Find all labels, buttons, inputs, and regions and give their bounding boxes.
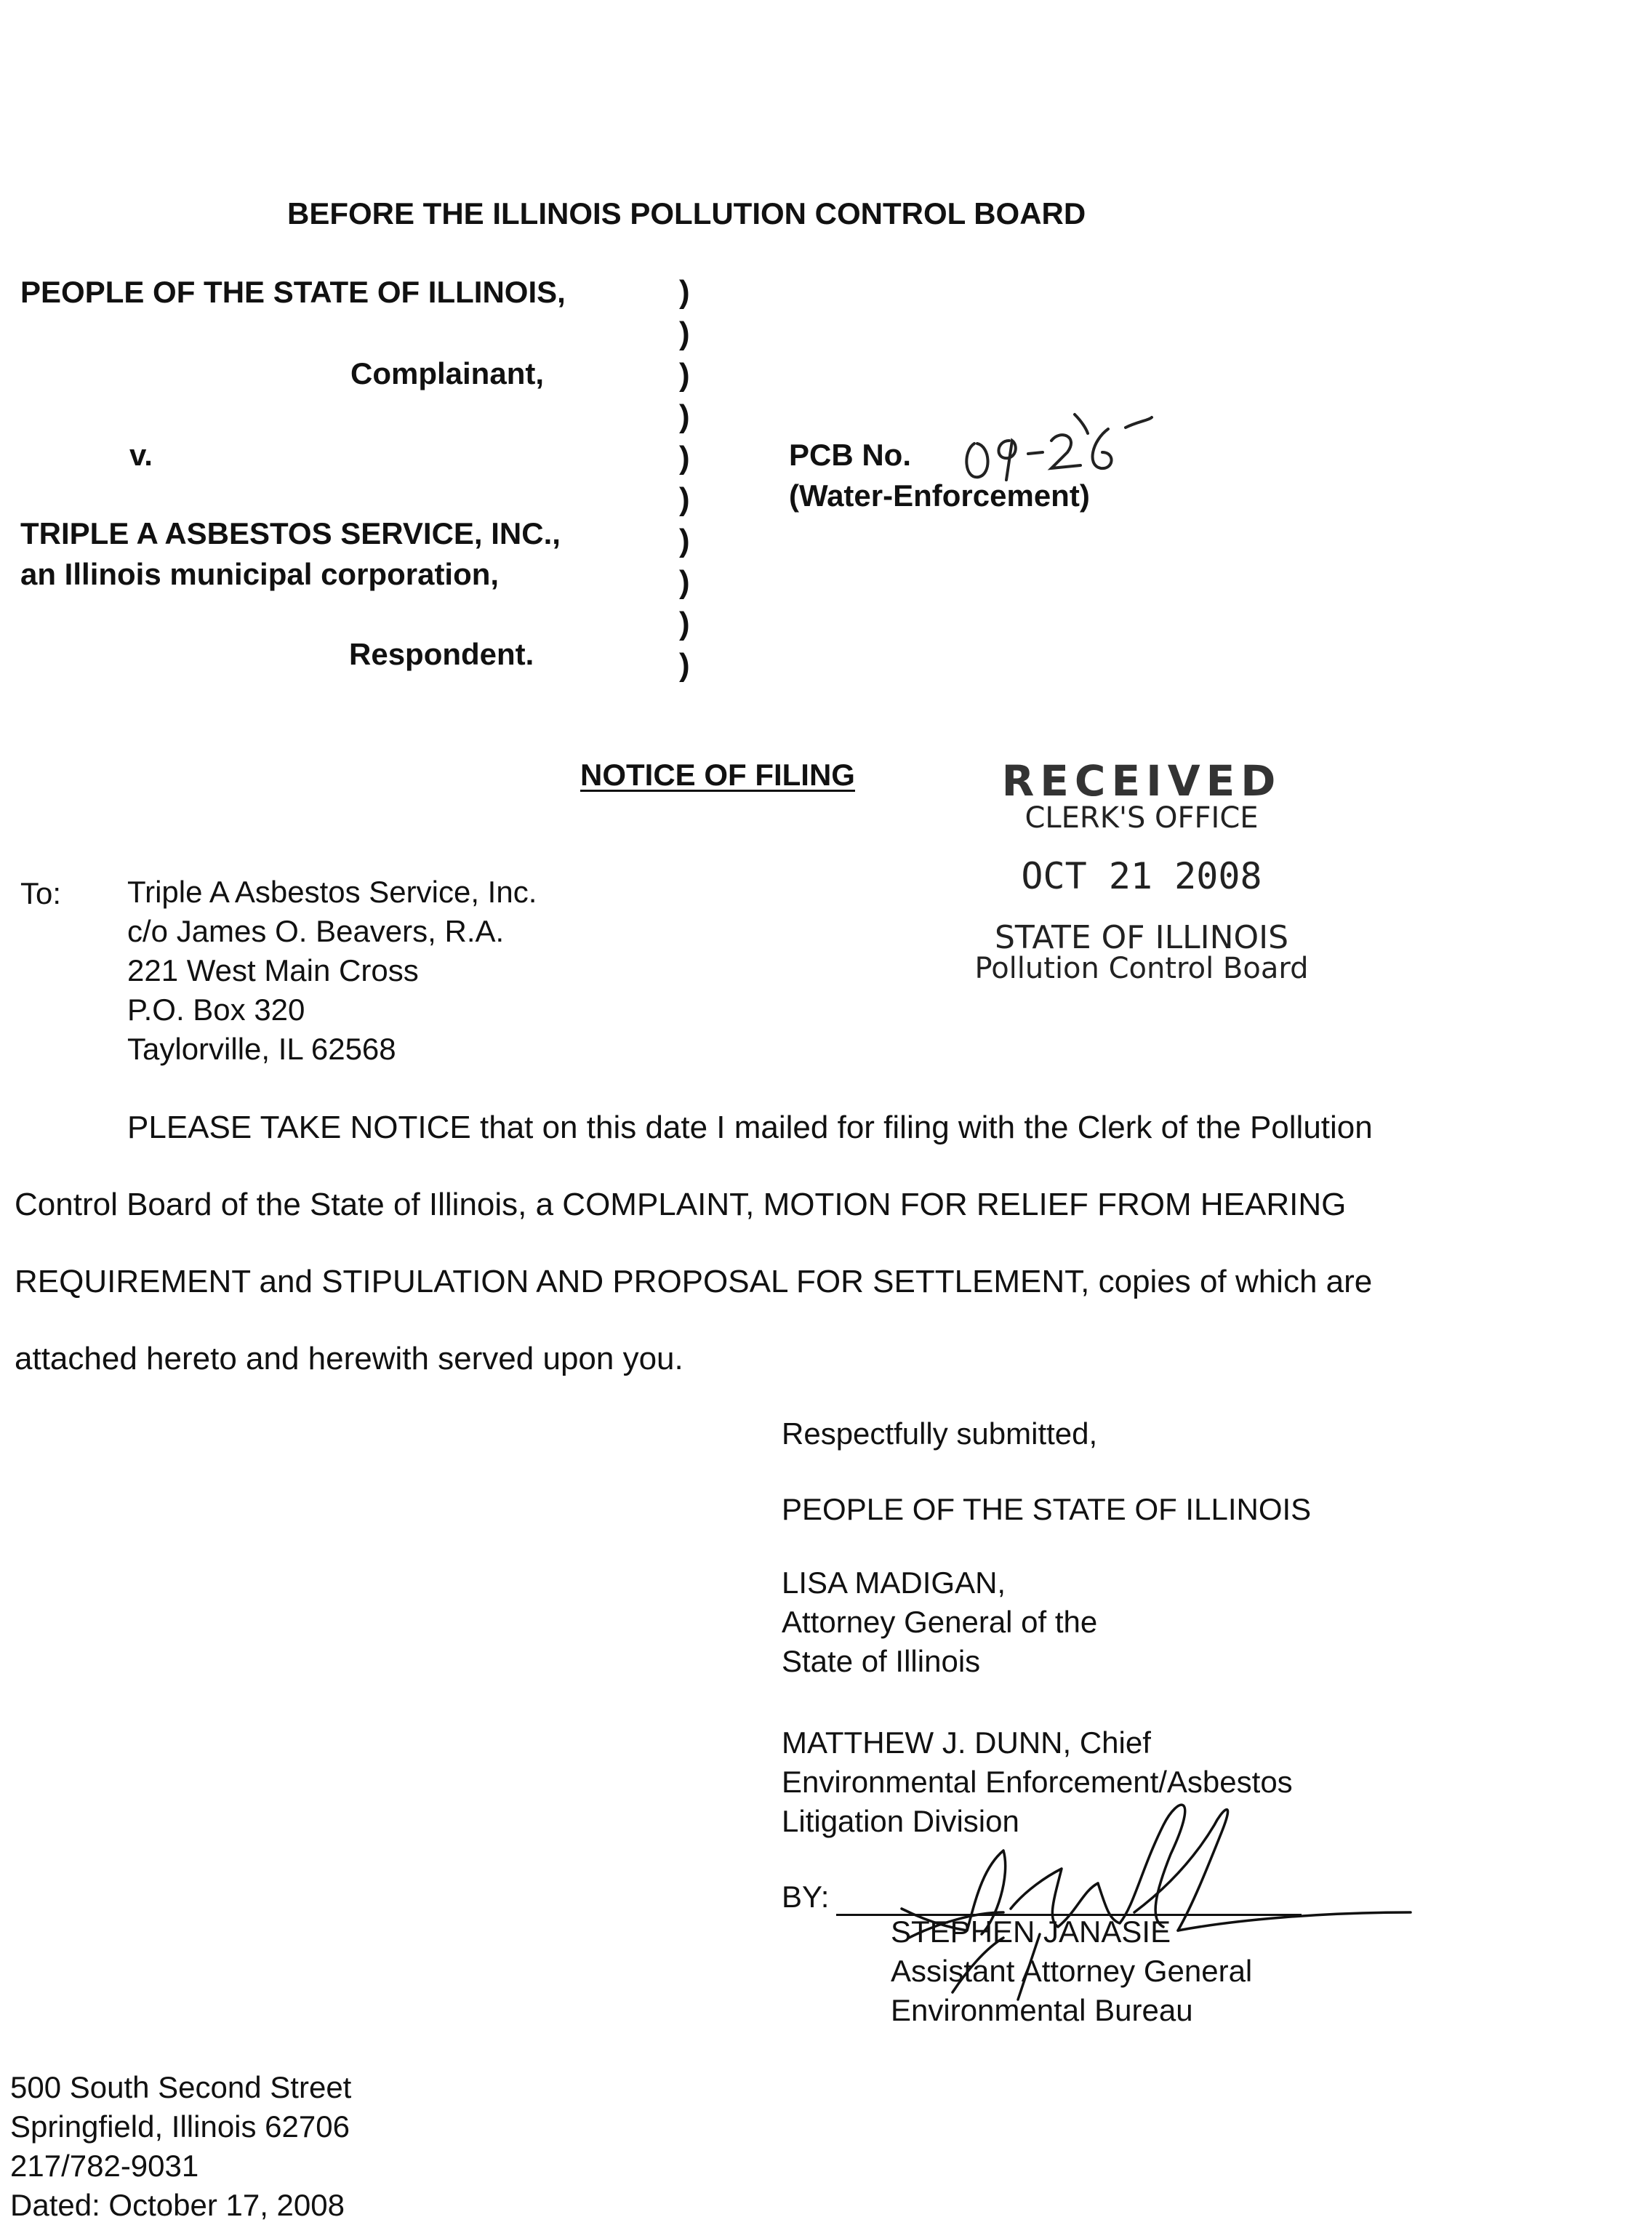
paren: ) [679, 357, 690, 393]
stamp-date: OCT 21 2008 [1021, 855, 1262, 897]
signer-title-1: Assistant Attorney General [891, 1954, 1253, 1988]
stamp-received: RECEIVED [1001, 756, 1282, 806]
to-line: Triple A Asbestos Service, Inc. [127, 875, 537, 909]
footer-address-1: 500 South Second Street [10, 2070, 352, 2104]
chief-name: MATTHEW J. DUNN, Chief [782, 1725, 1151, 1760]
respondent-label: Respondent. [349, 637, 534, 671]
caption-parentheses [679, 271, 690, 686]
footer-phone: 217/782-9031 [10, 2149, 199, 2183]
footer-block [10, 2068, 351, 2225]
notice-title: NOTICE OF FILING [580, 758, 855, 792]
paren: ) [679, 647, 690, 683]
to-line: 221 West Main Cross [127, 953, 419, 987]
respondent-description: an Illinois municipal corporation, [20, 557, 500, 591]
body-line-1: PLEASE TAKE NOTICE that on this date I mailed for filing with the Clerk of the Pollution [127, 1110, 1373, 1145]
to-address-block [127, 873, 537, 1069]
footer-address-2: Springfield, Illinois 62706 [10, 2109, 350, 2144]
body-line-2: Control Board of the State of Illinois, a COMPLAINT, MOTION FOR RELIEF FROM HEARING [15, 1187, 1347, 1222]
paren: ) [679, 606, 690, 641]
ag-title-2: State of Illinois [782, 1644, 981, 1678]
pcb-number-label: PCB No. [789, 438, 911, 472]
paren: ) [679, 481, 690, 517]
complainant-name: PEOPLE OF THE STATE OF ILLINOIS, [20, 275, 566, 309]
stamp-board: Pollution Control Board [974, 952, 1309, 985]
paren: ) [679, 274, 690, 310]
paren: ) [679, 398, 690, 434]
paren: ) [679, 316, 690, 351]
party-name: PEOPLE OF THE STATE OF ILLINOIS [782, 1492, 1312, 1526]
ag-title-1: Attorney General of the [782, 1605, 1098, 1639]
closing: Respectfully submitted, [782, 1416, 1098, 1451]
complainant-label: Complainant, [350, 356, 545, 390]
case-type: (Water-Enforcement) [789, 478, 1090, 513]
body-line-3: REQUIREMENT and STIPULATION AND PROPOSAL FOR SETTLEMENT, copies of which are [15, 1264, 1373, 1299]
paren: ) [679, 440, 690, 476]
by-label: BY: [782, 1880, 830, 1914]
chief-title-1: Environmental Enforcement/Asbestos [782, 1765, 1293, 1799]
ag-name: LISA MADIGAN, [782, 1565, 1006, 1600]
respondent-name: TRIPLE A ASBESTOS SERVICE, INC., [20, 516, 561, 550]
stamp-state: STATE OF ILLINOIS [994, 919, 1289, 956]
paren: ) [679, 564, 690, 600]
received-stamp [960, 756, 1323, 985]
board-title: BEFORE THE ILLINOIS POLLUTION CONTROL BOARD [287, 196, 1086, 230]
to-line: c/o James O. Beavers, R.A. [127, 914, 505, 948]
chief-title-2: Litigation Division [782, 1804, 1019, 1838]
versus-label: v. [129, 438, 153, 472]
paren: ) [679, 523, 690, 558]
signer-name: STEPHEN JANASIE [891, 1915, 1171, 1949]
signer-block [891, 1912, 1252, 2030]
to-label: To: [20, 876, 62, 910]
body-line-4: attached hereto and herewith served upon you. [15, 1341, 683, 1376]
signer-title-2: Environmental Bureau [891, 1993, 1193, 2027]
stamp-office: CLERK'S OFFICE [1025, 801, 1259, 835]
to-line: P.O. Box 320 [127, 993, 305, 1027]
to-line: Taylorville, IL 62568 [127, 1032, 396, 1066]
attorney-general-block [782, 1563, 1097, 1681]
footer-dated: Dated: October 17, 2008 [10, 2188, 345, 2222]
